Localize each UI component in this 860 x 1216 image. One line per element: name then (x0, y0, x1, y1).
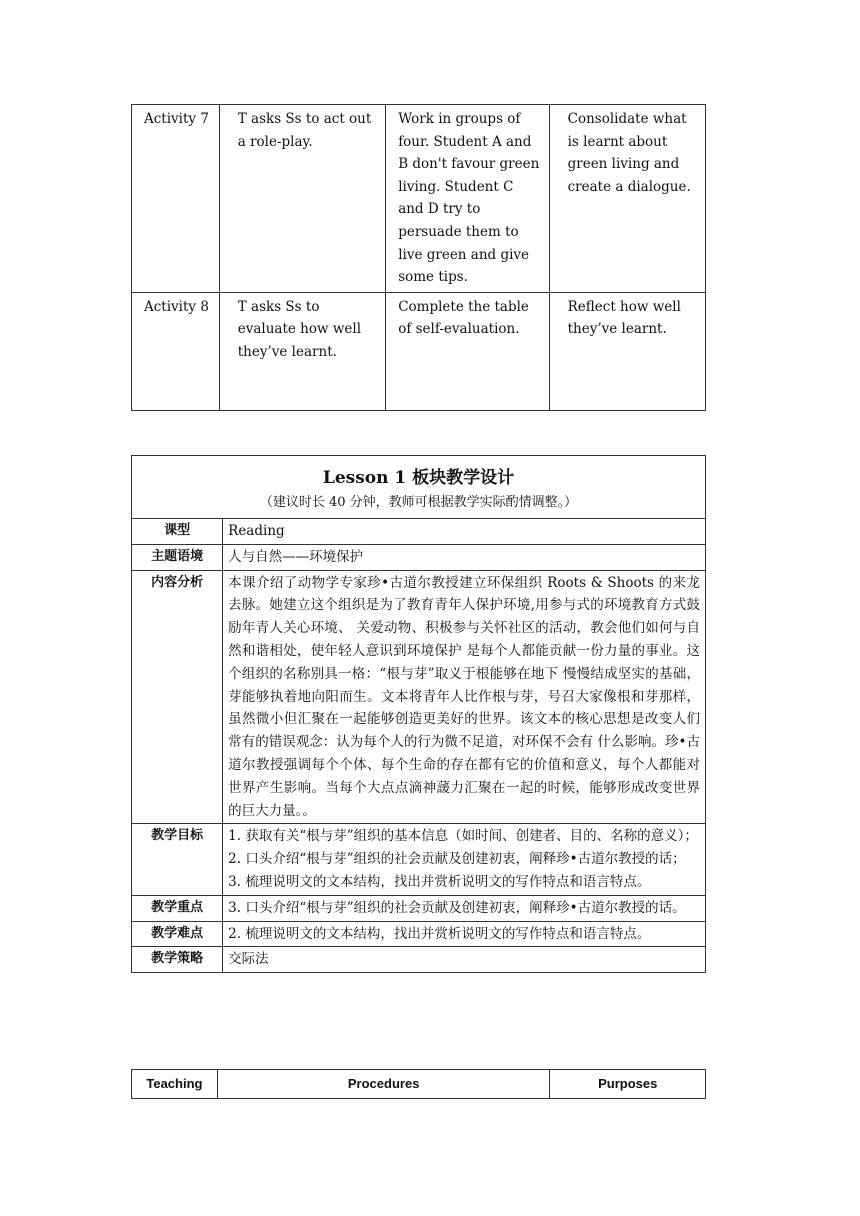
teacher-activity: T asks Ss to act out a role-play. (219, 105, 385, 293)
row-value: 人与自然——环境保护 (223, 544, 706, 570)
title-row (132, 456, 706, 519)
row-label: 教学目标 (132, 824, 223, 895)
activity-name: Activity 8 (132, 292, 220, 410)
table-row (132, 519, 706, 545)
content-analysis: 本课介绍了动物学专家珍•古道尔教授建立环保组织 Roots & Shoots 的来龙 去脉。她建立这个组织是为了教育青年人保护环境,用参与式的环境教育方式鼓励年青人关心环境、 关爱动物、积极参与关怀社区的活动，教会他们如何与自然和谐相处，使年轻人意识到环境保护 是每个人都能贡献一份力量的事业。这个组织的名称别具一格：“根与芽”取义于根能够在地下 慢慢结成坚实的基础，芽能够执着地向阳而生。文本将青年人比作根与芽，号召大家像根和芽那样， 虽然微小但汇聚在一起能够创造更美好的世界。该文本的核心思想是改变人们常有的错误观念：认为每个人的行为微不足道，对环保不会有 什么影响。珍•古道尔教授强调每个个体、每个生命的存在都有它的价值和意义，每个人都能对 世界产生影响。当每个大点点滴神蘐力汇聚在一起的时候，能够形成改变世界的巨大力量。。 (223, 570, 706, 824)
table-row (132, 105, 706, 293)
difficulty: 2. 梳理说明文的文本结构，找出并赏析说明文的写作特点和语言特点。 (223, 921, 706, 947)
table-row (132, 921, 706, 947)
title-cell (132, 456, 706, 519)
table-row (132, 895, 706, 921)
lesson-title: Lesson 1 板块教学设计 (322, 468, 515, 488)
key-point (223, 895, 706, 921)
lesson-design-table (131, 455, 706, 973)
lesson-subtitle: （建议时长 40 分钟，教师可根据教学实际酌情调整。） (259, 495, 578, 510)
header-purposes: Purposes (550, 1070, 706, 1099)
activity-name: Activity 7 (132, 105, 220, 293)
row-label: 教学策略 (132, 947, 223, 973)
row-label: 课型 (132, 519, 223, 545)
activity-purpose: Consolidate what is learnt about green living and create a dialogue. (549, 105, 705, 293)
list-item: 2. 口头介绍“根与芽”组织的社会贡献及创建初衷，阐释珍•古道尔教授的话； (228, 851, 686, 868)
table-header-row (132, 1070, 706, 1099)
row-label: 教学难点 (132, 921, 223, 947)
activity-purpose: Reflect how well they’ve learnt. (549, 292, 705, 410)
list-item: 3. 口头介绍“根与芽”组织的社会贡献及创建初衷，阐释珍•古道尔教授的话。 (228, 899, 686, 916)
list-item: 3. 梳理说明文的文本结构，找出并赏析说明文的写作特点和语言特点。 (228, 873, 651, 890)
table-row (132, 544, 706, 570)
table-row (132, 292, 706, 410)
row-label: 内容分析 (132, 570, 223, 824)
row-label: 教学重点 (132, 895, 223, 921)
procedures-header-table (131, 1069, 706, 1099)
teacher-activity: T asks Ss to evaluate how well they’ve learnt. (219, 292, 385, 410)
header-procedures: Procedures (217, 1070, 550, 1099)
row-label: 主题语境 (132, 544, 223, 570)
table-row (132, 824, 706, 895)
student-activity: Complete the table of self-evaluation. (386, 292, 549, 410)
row-value: Reading (223, 519, 706, 545)
table-row (132, 570, 706, 824)
header-teaching: Teaching (132, 1070, 218, 1099)
activities-table (131, 104, 706, 411)
goals-list (223, 824, 706, 895)
list-item: 1. 获取有关“根与芽”组织的基本信息（如时间、创建者、目的、名称的意义）； (228, 828, 698, 845)
strategy: 交际法 (223, 947, 706, 973)
table-row (132, 947, 706, 973)
student-activity: Work in groups of four. Student A and B don't favour green living. Student C and D try to persuade them to live green and give some tips. (386, 105, 549, 293)
